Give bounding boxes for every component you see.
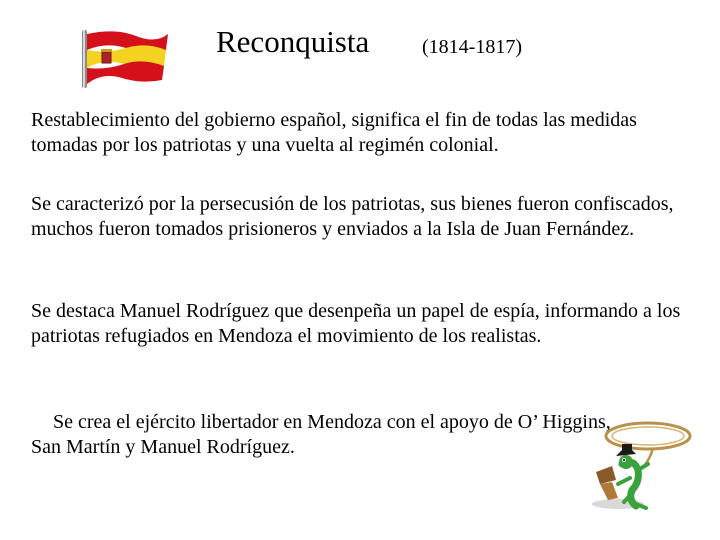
paragraph-ejercito-text: Se crea el ejército libertador en Mendoza con el apoyo de O’ Higgins, San Martín y Manuel Rodríguez.	[31, 411, 611, 458]
flag-graphic	[76, 28, 172, 90]
gecko-graphic	[578, 414, 698, 514]
page-title: Reconquista	[216, 24, 370, 59]
date-range: (1814-1817)	[422, 36, 522, 58]
spanish-flag-icon	[76, 28, 172, 90]
paragraph-restablecimiento: Restablecimiento del gobierno español, significa el fin de todas las medidas tomadas por los patriotas y una vuelta al regimén colonial.	[31, 109, 637, 156]
paragraph-ejercito-libertador	[31, 410, 621, 460]
paragraph-manuel-rodriguez: Se destaca Manuel Rodríguez que desenpeña un papel de espía, informando a los patriotas refugiados en Mendoza el movimiento de los realistas.	[31, 300, 681, 347]
paragraph-persecusion: Se caracterizó por la persecusión de los patriotas, sus bienes fueron confiscados, muchos fueron tomados prisioneros y enviados a la Isla de Juan Fernández.	[31, 193, 674, 240]
gecko-cowboy-lasso-icon	[578, 414, 698, 514]
